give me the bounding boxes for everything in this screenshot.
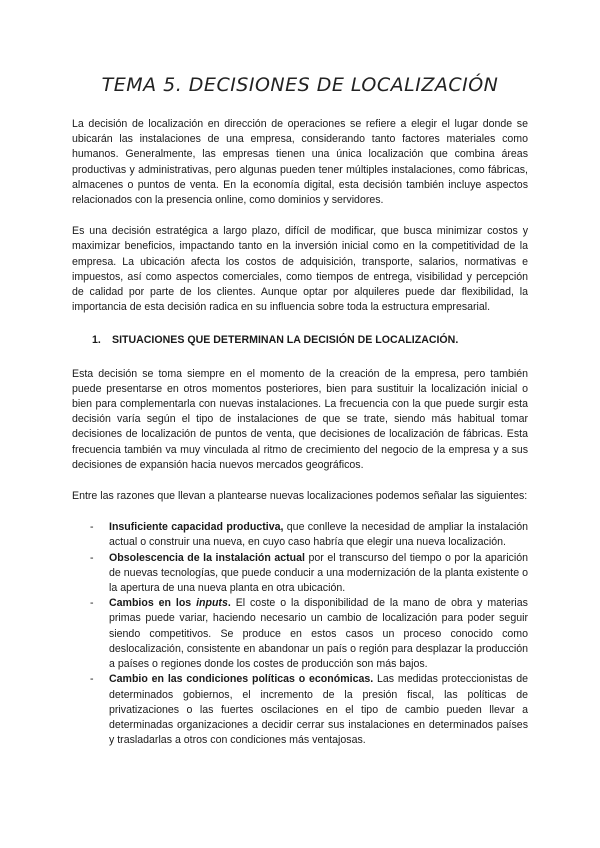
list-item-lead-end: .: [227, 597, 231, 610]
list-item-lead: Insuficiente capacidad productiva,: [109, 521, 284, 534]
list-item: [72, 551, 528, 597]
section-number: 1.: [92, 334, 101, 347]
section-heading: [72, 333, 528, 348]
list-item-lead-italic: inputs: [196, 597, 228, 610]
list-item-lead: Cambios en los: [109, 597, 197, 610]
list-item-lead: Obsolescencia de la instalación actual: [109, 551, 305, 564]
section-heading-text: SITUACIONES QUE DETERMINAN LA DECISIÓN DE LOCALIZACIÓN.: [112, 334, 459, 347]
list-item-text: que conlleve la necesidad de ampliar la instalación actual o construir una nueva, en cuyo caso habría que elegir una nueva localización.: [109, 521, 529, 549]
paragraph-strategic: Es una decisión estratégica a largo plazo, difícil de modificar, que busca minimizar costos y maximizar beneficios, impactando tanto en la inversión inicial como en la competitividad de la empresa. La ubicación afecta los costos de adquisición, transporte, salarios, normativas e impuestos, así como aspectos comerciales, como tiempos de entrega, visibilidad y percepción de calidad por parte de los clientes. Aunque optar por alquileres puede dar flexibilidad, la importancia de esta decisión radica en su influencia sobre toda la estructura empresarial.: [72, 225, 528, 314]
list-item-text: Las medidas proteccionistas de determinados gobiernos, el incremento de la presión fiscal, las políticas de privatizaciones o las fuertes oscilaciones en el tipo de cambio pueden llevar a determinadas organizaciones a decidir cerrar sus instalaciones en determinados países y trasladarlas a otros con condiciones más ventajosas.: [109, 673, 529, 747]
paragraph-intro: La decisión de localización en dirección de operaciones se refiere a elegir el lugar donde se ubicarán las instalaciones de una empresa, considerando tanto factores materiales como humanos. Generalmente, las empresas tienen una única localización que combina áreas productivas y administrativas, pero algunas pueden tener múltiples instalaciones, como fábricas, almacenes o puntos de venta. En la economía digital, esta decisión también incluye aspectos relacionados con la presencia online, como dominios y servidores.: [72, 118, 528, 207]
page-title: TEMA 5. DECISIONES DE LOCALIZACIÓN: [101, 74, 499, 96]
list-item: [72, 520, 528, 550]
list-bullet: -: [90, 551, 94, 564]
document-body: [72, 117, 528, 748]
paragraph-reasons-intro: Entre las razones que llevan a plantearse nuevas localizaciones podemos señalar las siguientes:: [72, 490, 528, 503]
list-bullet: -: [90, 521, 94, 534]
list-item-lead: Cambio en las condiciones políticas o económicas.: [109, 673, 374, 686]
paragraph-situations: Esta decisión se toma siempre en el momento de la creación de la empresa, pero también puede presentarse en otros momentos posteriores, bien para sustituir la localización inicial o bien para complementarla con nuevas instalaciones. La frecuencia con la que puede surgir esta decisión varía según el tipo de instalaciones de que se trate, siendo más habitual tomar decisiones de localización de puntos de venta, que decisiones de localización de fábricas. Esta frecuencia también va muy vinculada al ritmo de crecimiento del negocio de la empresa y a sus decisiones de expansión hacia nuevos mercados geográficos.: [72, 367, 528, 471]
list-bullet: -: [90, 673, 94, 686]
list-item-text: por el transcurso del tiempo o por la aparición de nuevas tecnologías, que puede conducir a una modernización de la planta existente o la apertura de una nueva planta en otra ubicación.: [109, 551, 528, 595]
list-item: [72, 596, 528, 672]
reasons-list: [72, 520, 528, 748]
list-bullet: -: [90, 597, 94, 610]
list-item-text: El coste o la disponibilidad de la mano de obra y materias primas puede variar, haciendo necesario un cambio de localización para poder seguir siendo competitivos. Se produce en estos casos un proceso conocido como deslocalización, consistente en abandonar un país o región para desplazar la producción a países o regiones donde los costes de producción son más bajos.: [109, 597, 528, 671]
list-item: [72, 672, 528, 748]
